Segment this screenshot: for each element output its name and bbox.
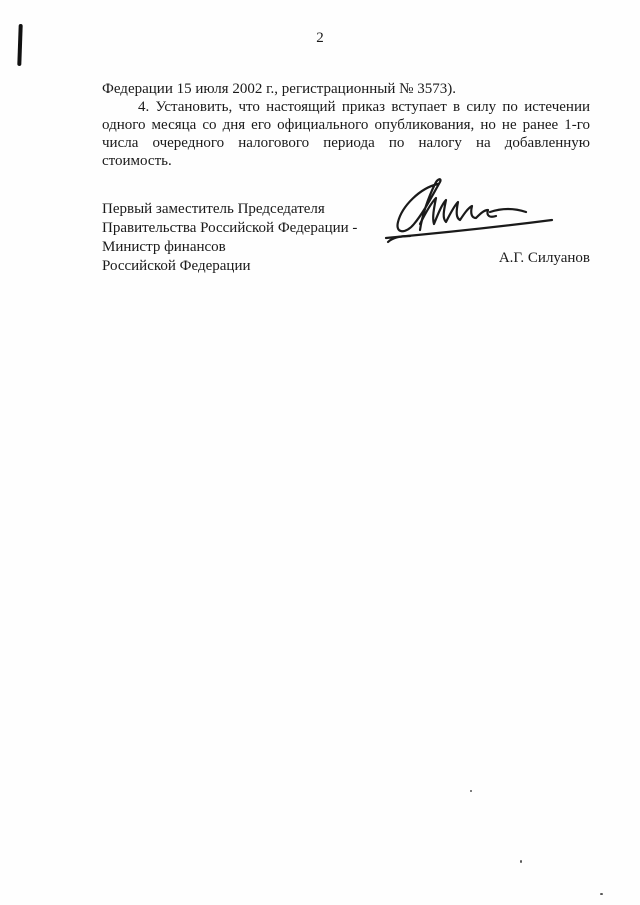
page-number: 2 xyxy=(316,30,324,46)
scan-speck xyxy=(520,860,522,863)
signer-title-block xyxy=(102,200,382,276)
scan-speck xyxy=(600,893,603,895)
signer-title-line: Министр финансов xyxy=(102,239,226,255)
signer-title-line: Правительства Российской Федерации - xyxy=(102,220,358,236)
signer-title-line: Российской Федерации xyxy=(102,258,251,274)
scan-speck xyxy=(470,790,472,792)
body-text xyxy=(102,80,590,170)
paragraph-item-4: 4. Установить, что настоящий приказ вступает в силу по истечении одного месяца со дня его официального опубликования, но не ранее 1-го числа очередного налогового периода по налогу на добавленную стоимость. xyxy=(102,99,590,169)
signer-title-line: Первый заместитель Председателя xyxy=(102,201,325,217)
handwritten-signature xyxy=(380,172,560,252)
paragraph-continuation: Федерации 15 июля 2002 г., регистрационный № 3573). xyxy=(102,81,456,97)
signer-name: А.Г. Силуанов xyxy=(498,250,590,266)
